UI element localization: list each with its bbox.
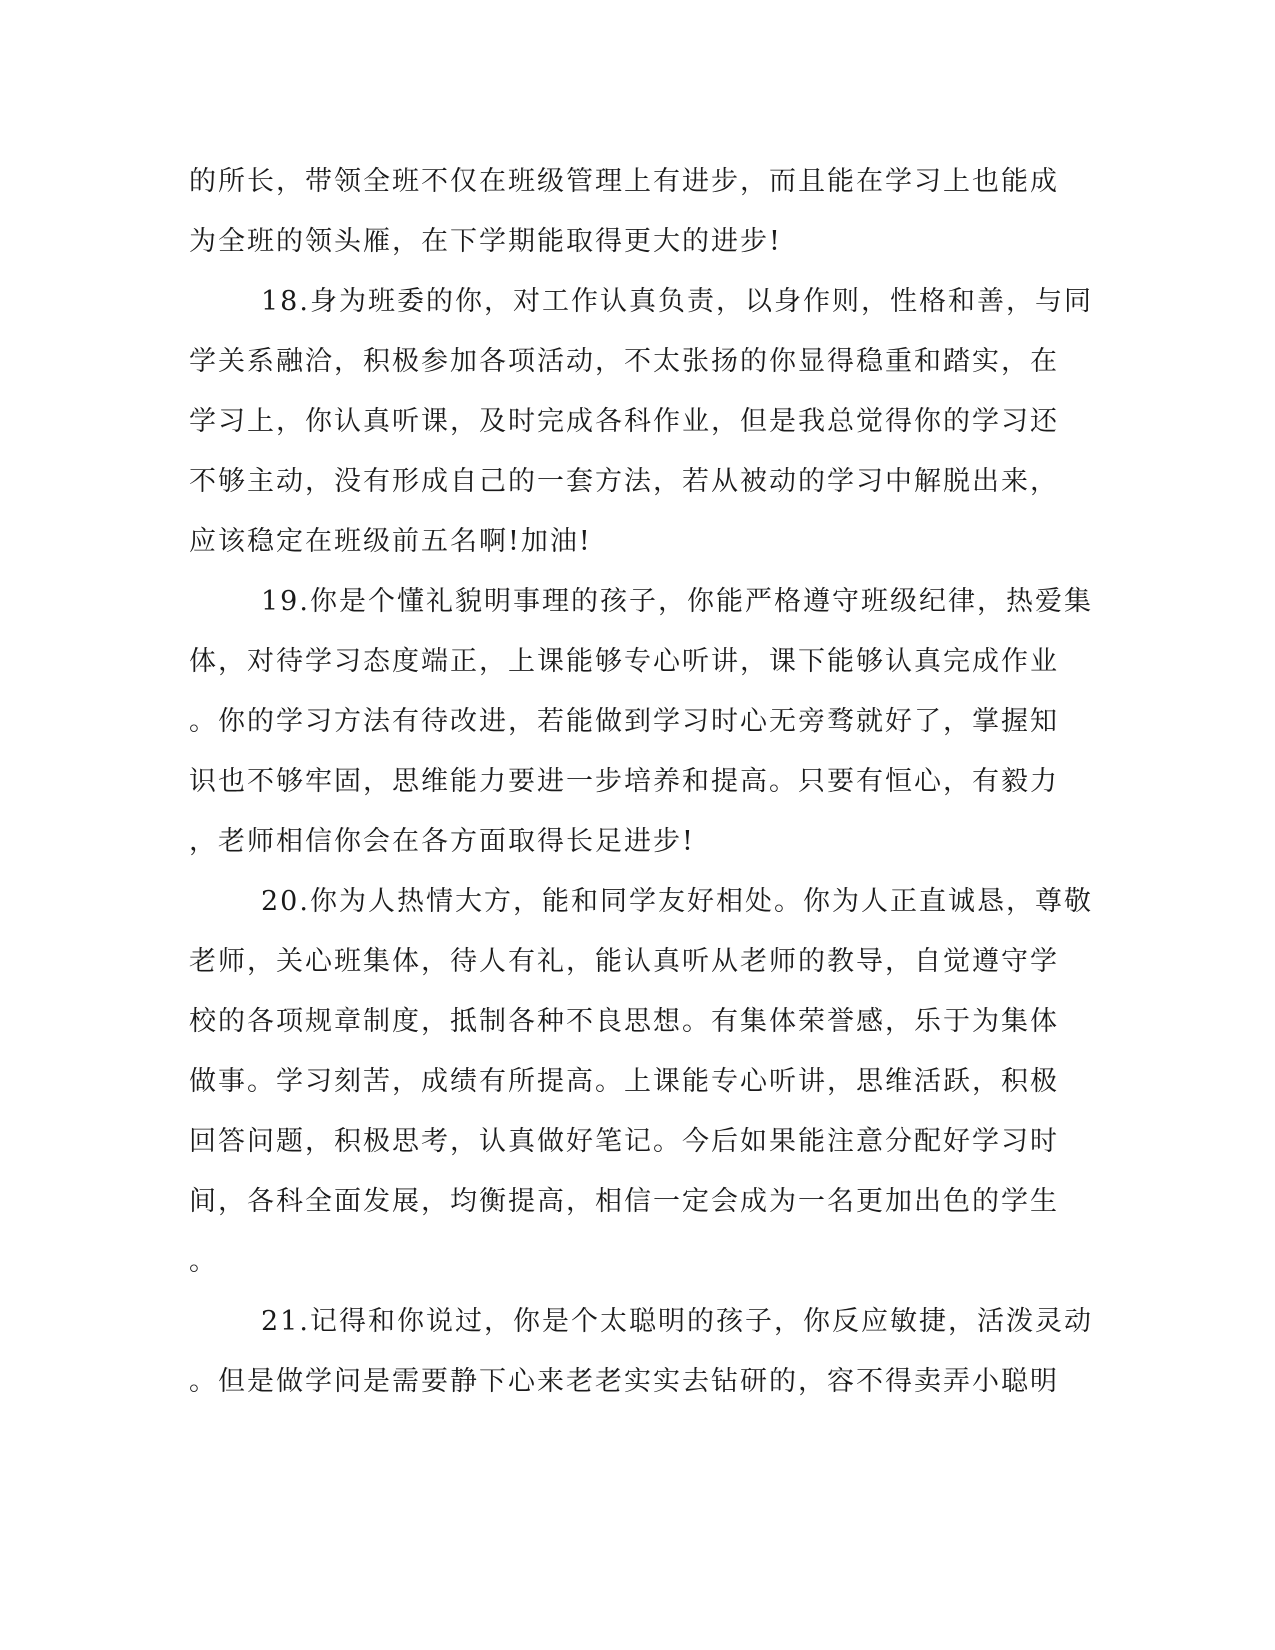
- paragraph-start-19: 19.你是个懂礼貌明事理的孩子，你能严格遵守班级纪律，热爱集: [261, 586, 1093, 617]
- paragraph-start-21: 21.记得和你说过，你是个太聪明的孩子，你反应敏捷，活泼灵动: [261, 1306, 1093, 1337]
- text-line: 的所长，带领全班不仅在班级管理上有进步，而且能在学习上也能成: [189, 166, 1059, 197]
- text-line: 学习上，你认真听课，及时完成各科作业，但是我总觉得你的学习还: [189, 406, 1059, 437]
- text-line: 为全班的领头雁，在下学期能取得更大的进步!: [189, 226, 782, 257]
- text-line: 。: [189, 1246, 218, 1277]
- text-line: 间，各科全面发展，均衡提高，相信一定会成为一名更加出色的学生: [189, 1186, 1059, 1217]
- text-line: 识也不够牢固，思维能力要进一步培养和提高。只要有恒心，有毅力: [189, 766, 1059, 797]
- text-line: 。但是做学问是需要静下心来老老实实去钻研的，容不得卖弄小聪明: [189, 1366, 1059, 1397]
- text-line: 应该稳定在班级前五名啊!加油!: [189, 526, 592, 557]
- text-line: 。你的学习方法有待改进，若能做到学习时心无旁骛就好了，掌握知: [189, 706, 1059, 737]
- text-line: 做事。学习刻苦，成绩有所提高。上课能专心听讲，思维活跃，积极: [189, 1066, 1059, 1097]
- text-line: ，老师相信你会在各方面取得长足进步!: [189, 826, 695, 857]
- paragraph-start-18: 18.身为班委的你，对工作认真负责，以身作则，性格和善，与同: [261, 286, 1093, 317]
- text-line: 老师，关心班集体，待人有礼，能认真听从老师的教导，自觉遵守学: [189, 946, 1059, 977]
- text-line: 回答问题，积极思考，认真做好笔记。今后如果能注意分配好学习时: [189, 1126, 1059, 1157]
- text-line: 体，对待学习态度端正，上课能够专心听讲，课下能够认真完成作业: [189, 646, 1059, 677]
- text-line: 学关系融洽，积极参加各项活动，不太张扬的你显得稳重和踏实，在: [189, 346, 1059, 377]
- text-line: 不够主动，没有形成自己的一套方法，若从被动的学习中解脱出来，: [189, 466, 1059, 497]
- text-line: 校的各项规章制度，抵制各种不良思想。有集体荣誉感，乐于为集体: [189, 1006, 1059, 1037]
- paragraph-start-20: 20.你为人热情大方，能和同学友好相处。你为人正直诚恳，尊敬: [261, 886, 1093, 917]
